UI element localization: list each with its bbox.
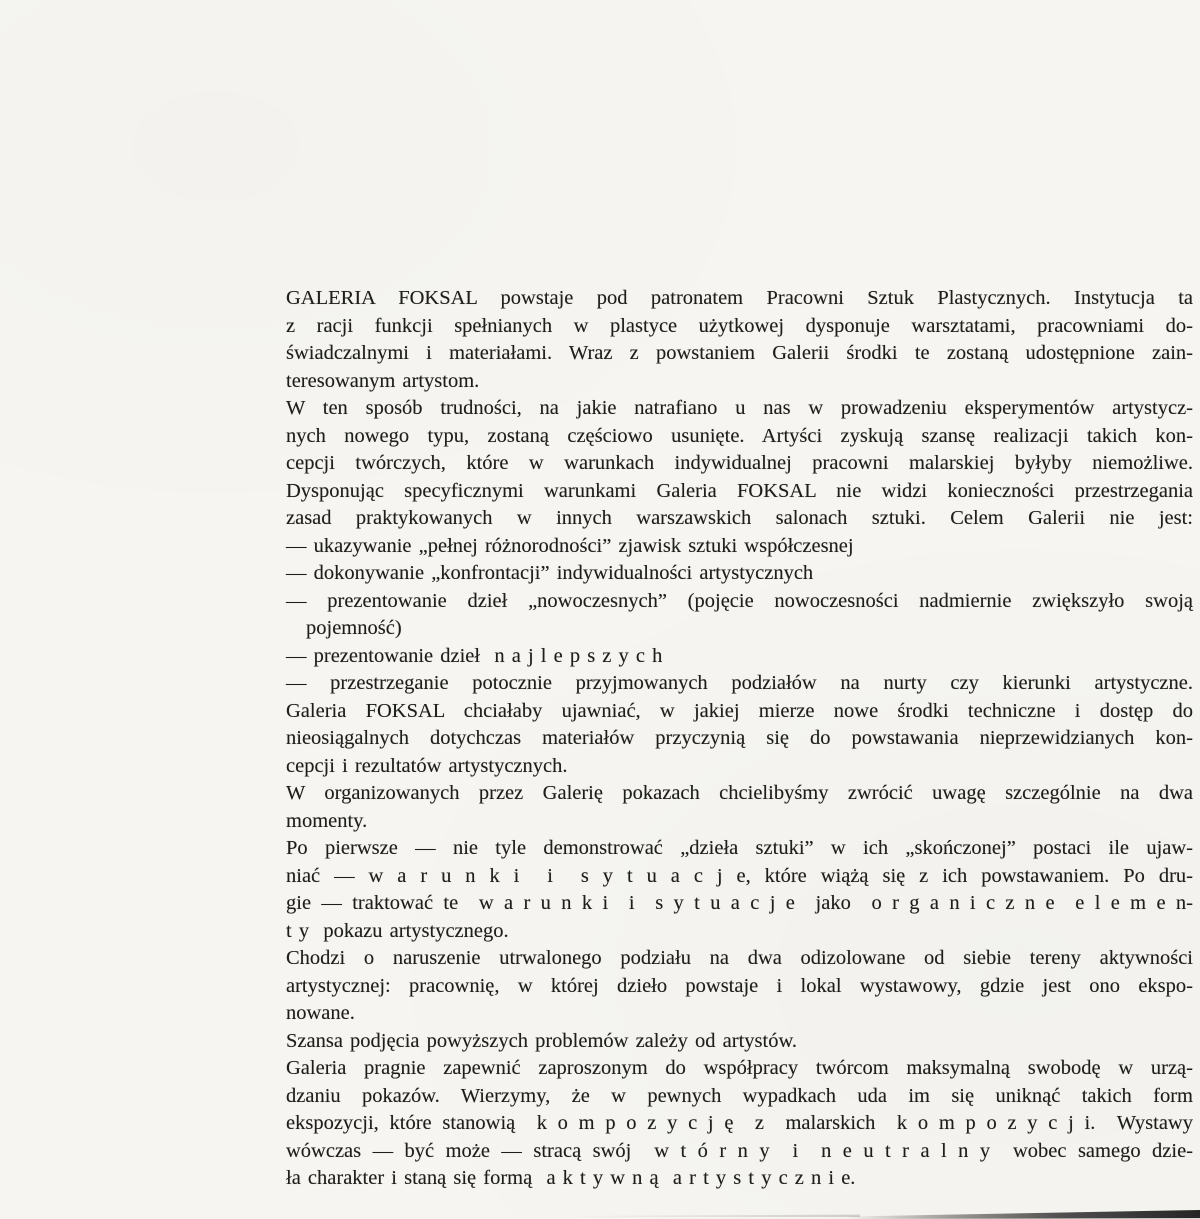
list-item: — przestrzeganie potocznie przyjmowanych podziałów na nurty czy kierunki artystyczne. — [286, 672, 1193, 694]
text-line: Dysponując specyficznymi warunkami Galeria FOKSAL nie widzi konieczności przestrzegania — [286, 479, 1193, 502]
text-line: niać — w a r u n k i i s y t u a c j e, które wiążą się z ich powstawaniem. Po dru- — [286, 864, 1193, 887]
text-line: W ten sposób trudności, na jakie natrafiano u nas w prowadzeniu eksperymentów artystycz- — [286, 397, 1193, 419]
text-line: ekspozycji, które stanowią k o m p o z y c j ę z malarskich k o m p o z y c j i. Wystawy — [286, 1112, 1193, 1134]
text-line: t y pokazu artystycznego. — [286, 919, 509, 942]
list-item-continuation: pojemność) — [306, 617, 402, 639]
text-line: Galeria FOKSAL chciałaby ujawniać, w jakiej mierze nowe środki techniczne i dostęp do — [286, 699, 1193, 722]
text-line: Szansa podjęcia powyższych problemów zależy od artystów. — [286, 1029, 798, 1052]
text-line: artystycznej: pracownię, w której dzieło powstaje i lokal wystawowy, gdzie jest ono ekspo- — [286, 974, 1193, 997]
text-line: dzaniu pokazów. Wierzymy, że w pewnych wypadkach uda im się uniknąć takich form — [286, 1084, 1193, 1107]
text-line: cepcji i rezultatów artystycznych. — [286, 754, 568, 777]
text-line: z racji funkcji spełnianych w plastyce użytkowej dysponuje warsztatami, pracowniami do- — [286, 314, 1193, 337]
text-line: Galeria pragnie zapewnić zaproszonym do współpracy twórcom maksymalną swobodę w urzą- — [286, 1057, 1193, 1079]
text-line: cepcji twórczych, które w warunkach indywidualnej pracowni malarskiej byłyby niemożliwe. — [286, 452, 1193, 474]
text-line: zasad praktykowanych w innych warszawskich salonach sztuki. Celem Galerii nie jest: — [286, 507, 1193, 529]
scan-edge-shadow — [845, 1208, 1200, 1219]
text-line: W organizowanych przez Galerię pokazach chcielibyśmy zwrócić uwagę szczególnie na dwa — [286, 782, 1193, 804]
list-item: — prezentowanie dzieł „nowoczesnych” (pojęcie nowoczesności nadmiernie zwiększyło swoją — [286, 589, 1193, 612]
text-line: wówczas — być może — stracą swój w t ó r n y i n e u t r a l n y wobec samego dzie- — [286, 1139, 1193, 1162]
text-line: świadczalnymi i materiałami. Wraz z powstaniem Galerii środki te zostaną udostępnione zain- — [286, 342, 1193, 364]
text-line: momenty. — [286, 809, 368, 832]
list-item: — dokonywanie „konfrontacji” indywidualności artystycznych — [286, 562, 814, 584]
text-line: Po pierwsze — nie tyle demonstrować „dzieła sztuki” w ich „skończonej” postaci ile ujaw- — [286, 837, 1193, 859]
text-line: Chodzi o naruszenie utrwalonego podziału na dwa odizolowane od siebie tereny aktywności — [286, 947, 1193, 969]
text-line: nieosiągalnych dotychczas materiałów przyczynią się do powstawania nieprzewidzianych kon- — [286, 727, 1193, 749]
text-line: GALERIA FOKSAL powstaje pod patronatem Pracowni Sztuk Plastycznych. Instytucja ta — [286, 287, 1193, 309]
list-item: — ukazywanie „pełnej różnorodności” zjawisk sztuki współczesnej — [286, 534, 854, 557]
text-line: nych nowego typu, zostaną częściowo usunięte. Artyści zyskują szansę realizacji takich kon- — [286, 424, 1193, 447]
text-line: teresowanym artystom. — [286, 369, 480, 392]
text-block — [286, 285, 1193, 1193]
text-line: gie — traktować te w a r u n k i i s y t u a c j e jako o r g a n i c z n e e l e m e n- — [286, 892, 1193, 914]
scan-edge-smudge — [560, 1214, 860, 1217]
list-item: — prezentowanie dzieł n a j l e p s z y c h — [286, 644, 663, 667]
text-line: nowane. — [286, 1002, 355, 1024]
text-line: ła charakter i staną się formą a k t y w n ą a r t y s t y c z n i e. — [286, 1167, 856, 1189]
